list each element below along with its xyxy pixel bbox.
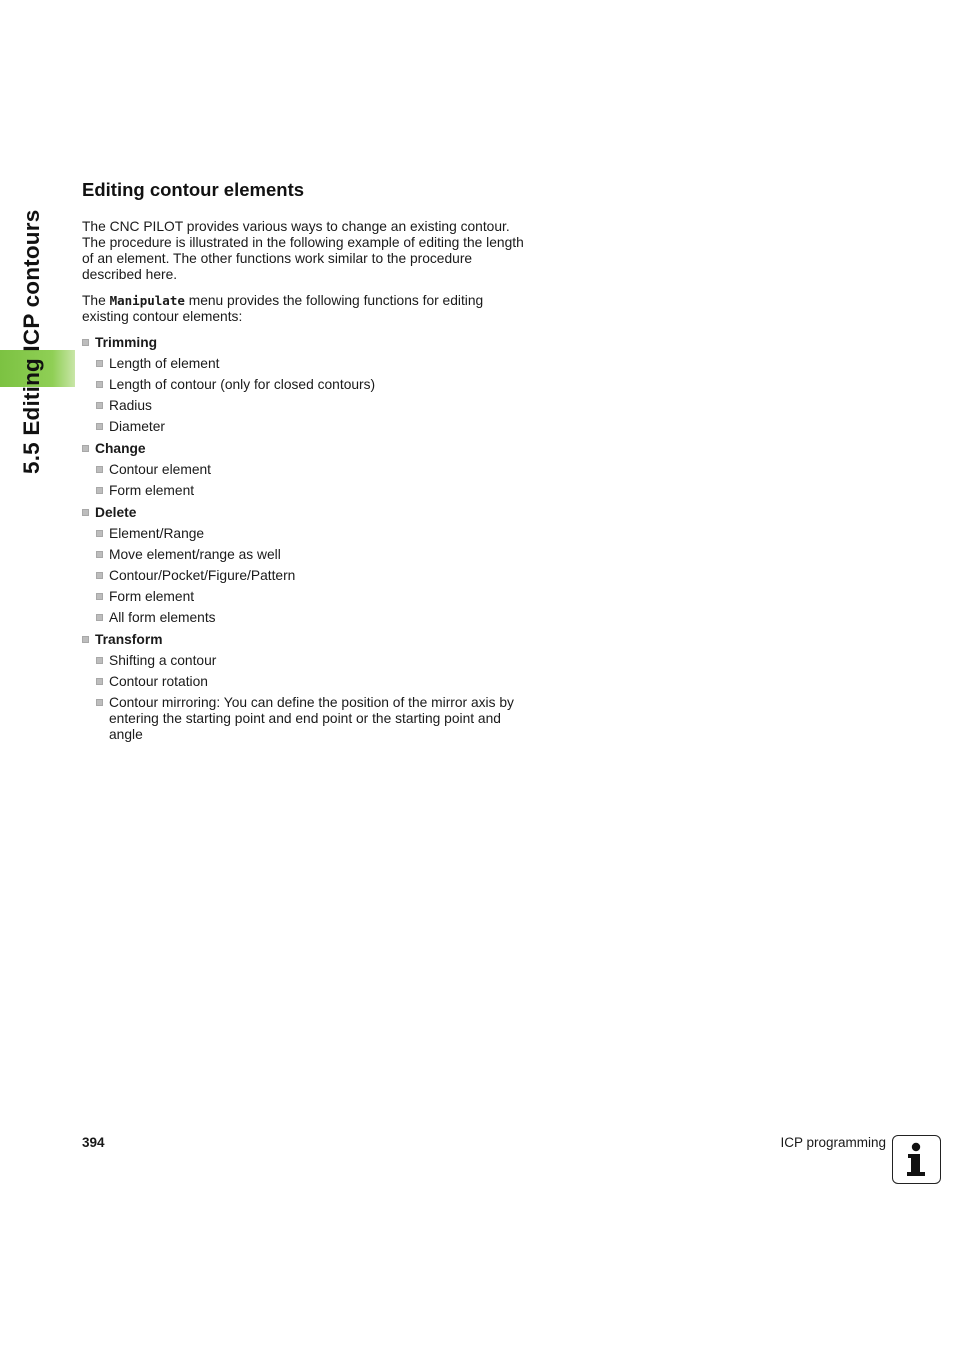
group-title: [82, 335, 527, 351]
bullet-icon: [96, 466, 103, 473]
chapter-label: ICP programming: [780, 1135, 886, 1150]
list-item-text: Diameter: [109, 419, 165, 434]
group-title: [82, 632, 527, 648]
group-delete: [82, 505, 527, 626]
bullet-icon: [96, 530, 103, 537]
bullet-icon: [82, 509, 89, 516]
list-item: [82, 377, 527, 393]
group-title-text: Delete: [95, 505, 137, 520]
main-content: [82, 178, 527, 749]
bullet-icon: [96, 678, 103, 685]
section-title: 5.5 Editing ICP contours: [19, 209, 44, 474]
menu-paragraph: [82, 293, 527, 325]
group-change: [82, 441, 527, 499]
list-item-text: Length of element: [109, 356, 220, 371]
bullet-icon: [96, 572, 103, 579]
page-number: 394: [82, 1135, 105, 1150]
bullet-icon: [96, 699, 103, 706]
group-title: [82, 441, 527, 457]
bullet-icon: [96, 381, 103, 388]
info-icon: [892, 1135, 941, 1184]
bullet-icon: [82, 636, 89, 643]
list-item-text: Move element/range as well: [109, 547, 281, 562]
group-title-text: Trimming: [95, 335, 158, 350]
bullet-icon: [96, 487, 103, 494]
list-item: [82, 589, 527, 605]
bullet-icon: [96, 551, 103, 558]
list-item: [82, 653, 527, 669]
bullet-icon: [96, 423, 103, 430]
list-item: [82, 695, 527, 743]
list-item-text: Radius: [109, 398, 152, 413]
bullet-icon: [96, 402, 103, 409]
group-transform: [82, 632, 527, 743]
list-item-text: Form element: [109, 589, 195, 604]
list-item-text: All form elements: [109, 610, 216, 625]
menu-prefix: The: [82, 293, 110, 308]
list-item-text: Length of contour (only for closed contours): [109, 377, 376, 392]
list-item-text: Contour element: [109, 462, 212, 477]
list-item: [82, 674, 527, 690]
list-item-text: Element/Range: [109, 526, 205, 541]
list-item-text: Form element: [109, 483, 195, 498]
list-item-text: Shifting a contour: [109, 653, 217, 668]
list-item: [82, 419, 527, 435]
group-title-text: Transform: [95, 632, 163, 647]
list-item-text: Contour mirroring: You can define the position of the mirror axis by entering the starting point and end point or the starting point and angle: [109, 695, 514, 742]
bullet-icon: [96, 614, 103, 621]
bullet-icon: [96, 360, 103, 367]
page-heading: Editing contour elements: [82, 179, 305, 200]
menu-suffix: menu provides the following functions for editing existing contour elements:: [82, 293, 484, 324]
list-item-text: Contour/Pocket/Figure/Pattern: [109, 568, 296, 583]
list-item: [82, 398, 527, 414]
group-title: [82, 505, 527, 521]
menu-name: Manipulate: [109, 293, 185, 308]
bullet-icon: [96, 593, 103, 600]
list-item: [82, 483, 527, 499]
list-item: [82, 547, 527, 563]
list-item: [82, 610, 527, 626]
bullet-icon: [82, 339, 89, 346]
list-item: [82, 526, 527, 542]
intro-paragraph: The CNC PILOT provides various ways to change an existing contour. The procedure is illustrated in the following example of editing the length of an element. The other functions work similar to the procedure described here.: [82, 219, 524, 282]
list-item-text: Contour rotation: [109, 674, 208, 689]
list-item: [82, 356, 527, 372]
bullet-icon: [96, 657, 103, 664]
list-item: [82, 462, 527, 478]
info-glyph: [893, 1136, 939, 1182]
bullet-icon: [82, 445, 89, 452]
group-title-text: Change: [95, 441, 146, 456]
group-trimming: [82, 335, 527, 435]
list-item: [82, 568, 527, 584]
